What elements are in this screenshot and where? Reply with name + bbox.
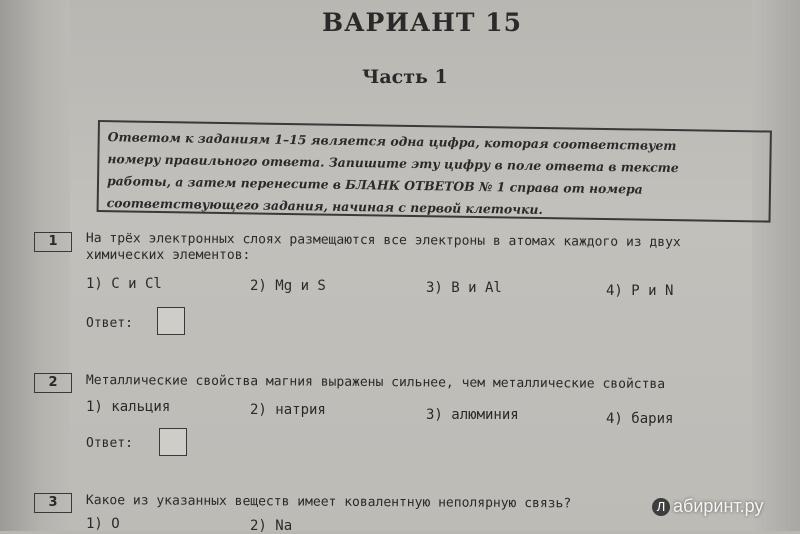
part-title: Часть 1 [362, 66, 448, 88]
question-1-option-3: 3) B и Al [426, 280, 502, 296]
question-2-answer-box[interactable] [159, 428, 187, 456]
variant-title: ВАРИАНТ 15 [322, 8, 522, 37]
question-3-option-2: 2) Na [250, 518, 293, 534]
question-1-answer-label: Ответ: [86, 316, 133, 331]
question-2-option-4: 4) бария [606, 411, 674, 427]
instructions-line: работы, а затем перенесите в БЛАНК ОТВЕТОВ № 1 справа от номера [106, 173, 643, 197]
question-3-text: Какое из указанных веществ имеет ковалентную неполярную связь? [85, 492, 572, 512]
document-page [10, 0, 800, 534]
question-2-answer-label: Ответ: [86, 436, 133, 451]
question-1-number: 1 [34, 232, 72, 252]
question-2-text: Металлические свойства магния выражены сильнее, чем металлические свойства [85, 372, 666, 393]
question-3-number: 3 [34, 493, 72, 513]
instructions-line: номеру правильного ответа. Запишите эту цифру в поле ответа в тексте [107, 151, 679, 176]
watermark-text: абиринт.ру [673, 496, 764, 516]
question-3-option-1: 1) O [86, 516, 120, 532]
instructions-line: соответствующего задания, начиная с первой клеточки. [106, 195, 543, 217]
labirint-watermark [652, 496, 763, 517]
question-2-option-3: 3) алюминия [426, 407, 519, 423]
instructions-line: Ответом к заданиям 1–15 является одна цифра, которая соответствует [107, 129, 677, 154]
labirint-logo-icon: Л [652, 498, 670, 516]
question-1-option-4: 4) P и N [606, 283, 674, 299]
question-1-text: На трёх электронных слоях размещаются все электроны в атомах каждого из двух [85, 230, 681, 251]
question-1-option-2: 2) Mg и S [250, 278, 326, 294]
instructions-box [97, 120, 772, 223]
question-1-answer-box[interactable] [157, 307, 185, 335]
question-1-text-cont: химических элементов: [86, 248, 251, 263]
question-2-number: 2 [34, 373, 72, 393]
question-2-option-1: 1) кальция [86, 399, 171, 415]
question-2-option-2: 2) натрия [250, 402, 326, 418]
question-1-option-1: 1) C и Cl [86, 276, 162, 292]
